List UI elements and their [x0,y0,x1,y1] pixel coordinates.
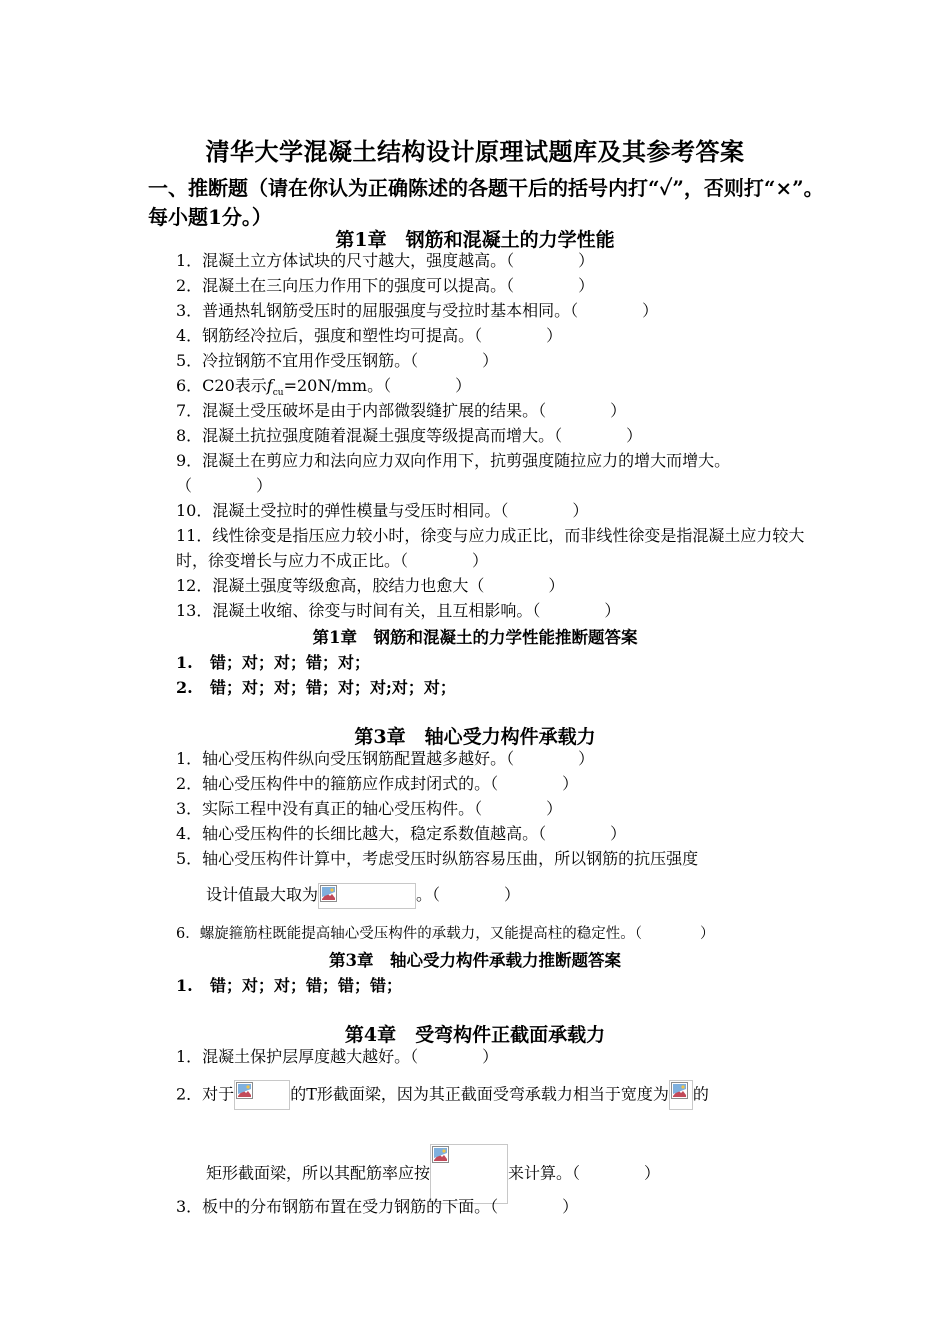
ch3-question-2: 2．轴心受压构件中的箍筋应作成封闭式的。（ ） [176,774,579,793]
broken-image-icon [320,885,337,902]
ch3-question-1: 1．轴心受压构件纵向受压钢筋配置越多越好。（ ） [176,749,595,768]
ch1-question-8: 8．混凝土抗拉强度随着混凝土强度等级提高而增大。（ ） [176,426,643,445]
ch1-question-12: 12．混凝土强度等级愈高，胶结力也愈大（ ） [176,576,565,595]
ch4-question-3: 3．板中的分布钢筋布置在受力钢筋的下面。（ ） [176,1197,579,1216]
formula-image-placeholder [234,1080,290,1110]
ch4-question-2 [176,1080,816,1110]
ch1-question-9: 9．混凝土在剪应力和法向应力双向作用下，抗剪强度随拉应力的增大而增大。（ ） [176,451,731,495]
chapter-4-heading: 第4章 受弯构件正截面承载力 [344,1024,606,1046]
ch3-question-6: 6．螺旋箍筋柱既能提高轴心受压构件的承载力，又能提高柱的稳定性。（ ） [176,926,715,942]
ch3-q5-prefix: 设计值最大取为 [206,885,319,904]
ch4-q2-part-a: 2．对于 [176,1084,235,1104]
ch4-q2-part-d: 矩形截面梁，所以其配筋率应按 [206,1163,431,1183]
ch1-q6-prefix: 6．C20表示 [176,376,267,395]
ch1-question-11: 11．线性徐变是指压应力较小时，徐变与应力成正比，而非线性徐变是指混凝土应力较大时，徐变增长与应力不成正比。（ ） [176,526,805,570]
ch4-q2-part-b: 的T形截面梁，因为其正截面受弯承载力相当于宽度为 [290,1084,669,1104]
ch1-question-13: 13．混凝土收缩、徐变与时间有关，且互相影响。（ ） [176,601,621,620]
chapter-1-heading: 第1章 钢筋和混凝土的力学性能 [335,229,615,251]
ch1-answer-2 [176,675,456,698]
ch4-question-1: 1．混凝土保护层厚度越大越好。（ ） [176,1047,499,1066]
section-heading: 一、推断题（请在你认为正确陈述的各题干后的括号内打“✓”，否则打“×”。每小题1分。） [148,176,824,229]
ch1-answer-2-number: 2. [176,678,193,697]
ch1-answer-1-number: 1. [176,653,193,672]
ch3-question-4: 4．轴心受压构件的长细比越大，稳定系数值越高。（ ） [176,824,627,843]
ch1-question-3: 3．普通热轧钢筋受压时的屈服强度与受拉时基本相同。（ ） [176,301,659,320]
ch3-answer-1 [176,973,402,996]
ch3-question-5-cont [206,882,846,909]
ch1-q6-suffix: =20N/mm。（ ） [283,376,472,395]
ch1-question-7: 7．混凝土受压破坏是由于内部微裂缝扩展的结果。（ ） [176,401,627,420]
chapter-1-answer-heading: 第1章 钢筋和混凝土的力学性能推断题答案 [312,628,638,647]
ch4-q2-part-c: 的 [692,1084,709,1104]
ch3-answer-1-text: 错；对；对；错；错；错； [210,976,403,995]
ch3-q5-suffix: 。（ ） [416,885,521,904]
chapter-3-heading: 第3章 轴心受力构件承载力 [354,726,596,748]
ch1-answer-1 [176,650,370,673]
ch1-q6-subscript: cu [272,388,284,399]
chapter-3-answer-heading: 第3章 轴心受力构件承载力推断题答案 [329,951,621,970]
ch3-answer-1-number: 1. [176,976,193,995]
document-title: 清华大学混凝土结构设计原理试题库及其参考答案 [205,137,745,166]
ch1-question-4: 4．钢筋经冷拉后，强度和塑性均可提高。（ ） [176,326,563,345]
ch4-q2-part-e: 来计算。（ ） [508,1163,661,1183]
formula-image-placeholder [318,883,416,909]
ch1-question-1: 1．混凝土立方体试块的尺寸越大，强度越高。（ ） [176,251,595,270]
ch1-answer-2-text: 错；对；对；错；对；对;对；对； [210,678,456,697]
ch3-question-3: 3．实际工程中没有真正的轴心受压构件。（ ） [176,799,563,818]
ch3-question-5: 5．轴心受压构件计算中，考虑受压时纵筋容易压曲，所以钢筋的抗压强度 [176,849,699,868]
ch1-question-5: 5．冷拉钢筋不宜用作受压钢筋。（ ） [176,351,499,370]
ch1-question-10: 10．混凝土受拉时的弹性模量与受压时相同。（ ） [176,501,589,520]
ch1-answer-1-text: 错；对；对；错；对； [210,653,371,672]
ch1-q6-variable: f [266,376,273,395]
broken-image-icon [432,1146,449,1163]
formula-image-placeholder [669,1080,693,1110]
ch1-question-2: 2．混凝土在三向压力作用下的强度可以提高。（ ） [176,276,595,295]
broken-image-icon [236,1082,253,1099]
broken-image-icon [671,1082,688,1099]
